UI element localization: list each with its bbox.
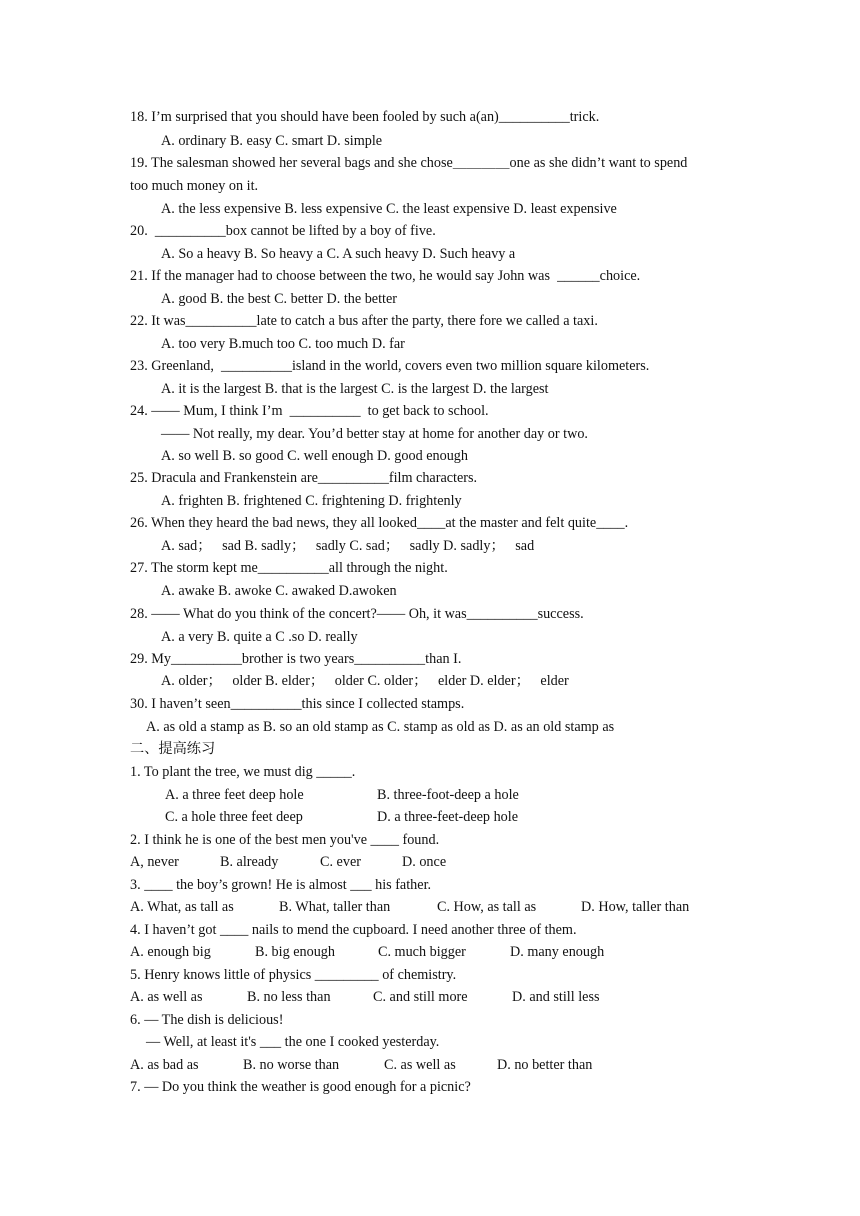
question-24-reply: —— Not really, my dear. You’d better stay at home for another day or two.	[161, 426, 588, 442]
options-29: A. older； older B. elder； older C. older； elder D. elder； elder	[161, 673, 569, 689]
options-20: A. So a heavy B. So heavy a C. A such heavy D. Such heavy a	[161, 246, 516, 262]
question-26: 26. When they heard the bad news, they all looked____at the master and felt quite____.	[130, 515, 629, 531]
option-b1-c: C. a hole three feet deep	[165, 809, 303, 825]
option-b5-a: A. as well as	[130, 989, 203, 1005]
question-20: 20. __________box cannot be lifted by a boy of five.	[130, 223, 436, 239]
option-b3-d: D. How, taller than	[581, 899, 690, 915]
option-b1-a: A. a three feet deep hole	[165, 787, 304, 803]
options-30: A. as old a stamp as B. so an old stamp as C. stamp as old as D. as an old stamp as	[146, 719, 615, 735]
section-heading: 二、提高练习	[130, 741, 216, 757]
options-28: A. a very B. quite a C .so D. really	[161, 629, 358, 645]
option-b4-d: D. many enough	[510, 944, 605, 960]
question-b5: 5. Henry knows little of physics _________ of chemistry.	[130, 967, 457, 983]
option-b1-b: B. three-foot-deep a hole	[377, 787, 519, 803]
option-b6-d: D. no better than	[497, 1057, 593, 1073]
options-18: A. ordinary B. easy C. smart D. simple	[161, 133, 383, 149]
question-30: 30. I haven’t seen__________this since I collected stamps.	[130, 696, 465, 712]
option-b6-a: A. as bad as	[130, 1057, 199, 1073]
question-23: 23. Greenland, __________island in the world, covers even two million square kilometers.	[130, 358, 650, 374]
options-21: A. good B. the best C. better D. the better	[161, 291, 398, 307]
options-26: A. sad； sad B. sadly； sadly C. sad； sadly D. sadly； sad	[161, 538, 535, 554]
option-b5-c: C. and still more	[373, 989, 468, 1005]
option-b4-c: C. much bigger	[378, 944, 466, 960]
options-24: A. so well B. so good C. well enough D. good enough	[161, 448, 468, 464]
options-22: A. too very B.much too C. too much D. far	[161, 336, 405, 352]
question-b2: 2. I think he is one of the best men you've ____ found.	[130, 832, 440, 848]
option-b3-c: C. How, as tall as	[437, 899, 537, 915]
question-b6-reply: — Well, at least it's ___ the one I cooked yesterday.	[146, 1034, 440, 1050]
question-b3: 3. ____ the boy’s grown! He is almost ___ his father.	[130, 877, 432, 893]
question-28: 28. —— What do you think of the concert?—— Oh, it was__________success.	[130, 606, 584, 622]
option-b6-c: C. as well as	[384, 1057, 456, 1073]
question-21: 21. If the manager had to choose between the two, he would say John was ______choice.	[130, 268, 641, 284]
question-b6: 6. — The dish is delicious!	[130, 1012, 284, 1028]
option-b2-d: D. once	[402, 854, 447, 870]
question-b4: 4. I haven’t got ____ nails to mend the cupboard. I need another three of them.	[130, 922, 577, 938]
option-b1-d: D. a three-feet-deep hole	[377, 809, 519, 825]
question-27: 27. The storm kept me__________all through the night.	[130, 560, 448, 576]
option-b2-c: C. ever	[320, 854, 361, 870]
option-b2-b: B. already	[220, 854, 279, 870]
options-23: A. it is the largest B. that is the largest C. is the largest D. the largest	[161, 381, 549, 397]
option-b3-b: B. What, taller than	[279, 899, 391, 915]
question-19-cont: too much money on it.	[130, 178, 259, 194]
option-b4-a: A. enough big	[130, 944, 211, 960]
options-27: A. awake B. awoke C. awaked D.awoken	[161, 583, 397, 599]
option-b6-b: B. no worse than	[243, 1057, 340, 1073]
question-18: 18. I’m surprised that you should have been fooled by such a(an)__________trick.	[130, 109, 600, 125]
option-b5-b: B. no less than	[247, 989, 331, 1005]
option-b3-a: A. What, as tall as	[130, 899, 234, 915]
question-b7: 7. — Do you think the weather is good enough for a picnic?	[130, 1079, 471, 1095]
question-b1: 1. To plant the tree, we must dig _____.	[130, 764, 356, 780]
question-22: 22. It was__________late to catch a bus after the party, there fore we called a taxi.	[130, 313, 598, 329]
options-25: A. frighten B. frightened C. frightening D. frightenly	[161, 493, 462, 509]
option-b2-a: A, never	[130, 854, 179, 870]
option-b5-d: D. and still less	[512, 989, 600, 1005]
question-25: 25. Dracula and Frankenstein are__________film characters.	[130, 470, 478, 486]
question-29: 29. My__________brother is two years__________than I.	[130, 651, 462, 667]
option-b4-b: B. big enough	[255, 944, 335, 960]
options-19: A. the less expensive B. less expensive C. the least expensive D. least expensive	[161, 201, 617, 217]
question-19: 19. The salesman showed her several bags and she chose＿＿＿＿one as she didn’t want to spend	[130, 155, 688, 171]
question-24: 24. —— Mum, I think I’m __________ to get back to school.	[130, 403, 489, 419]
